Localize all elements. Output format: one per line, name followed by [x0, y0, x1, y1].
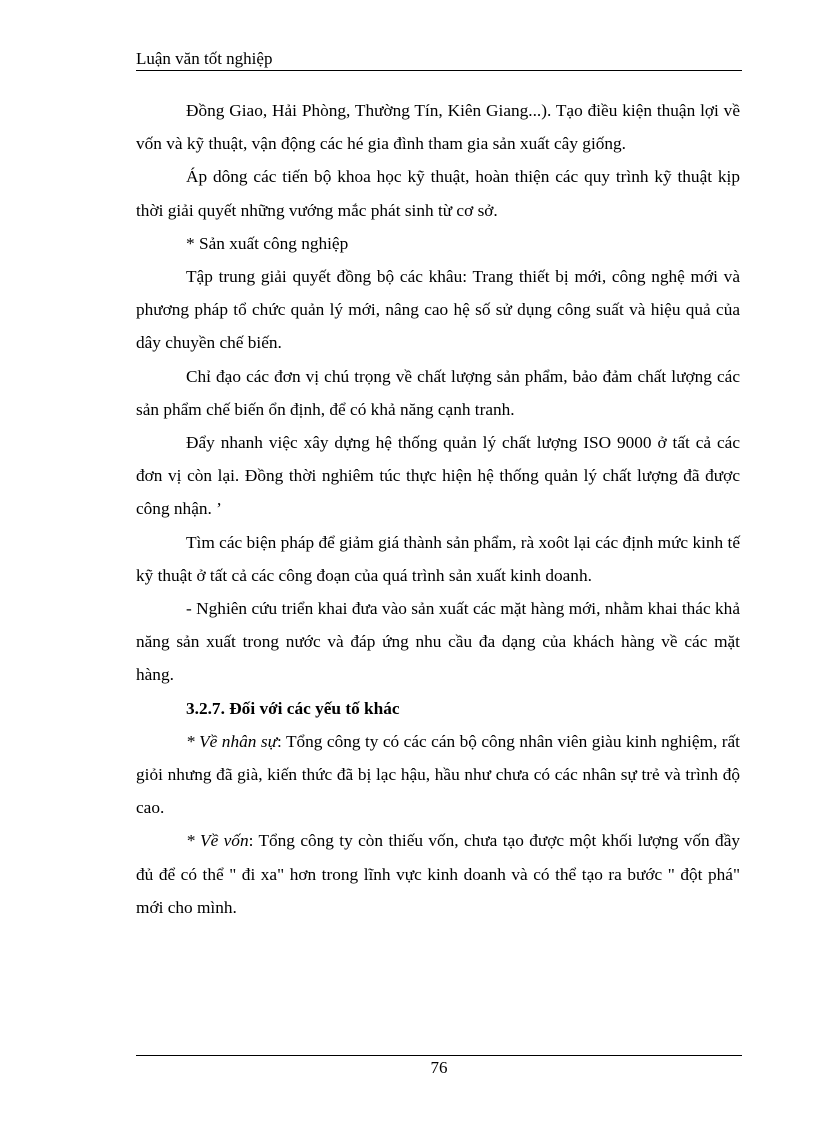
document-body: [136, 94, 740, 924]
paragraph-product-quality: Chỉ đạo các đơn vị chú trọng về chất lượng sản phẩm, bảo đảm chất lượng các sản phẩm chế biến ổn định, để có khả năng cạnh tranh.: [136, 366, 740, 419]
text-human-resources: : Tổng công ty có các cán bộ công nhân viên giàu kinh nghiệm, rất giỏi nhưng đã già, kiến thức đã bị lạc hậu, hầu như chưa có các nhân sự trẻ và trình độ cao.: [136, 731, 740, 818]
paragraph-reduce-cost: Tìm các biện pháp để giảm giá thành sản phẩm, rà xoôt lại các định mức kinh tế kỹ thuật ở tất cả các công đoạn của quá trình sản xuất kinh doanh.: [136, 532, 740, 585]
header-title: Luận văn tốt nghiệp: [136, 49, 273, 68]
paragraph-new-products: - Nghiên cứu triển khai đưa vào sản xuất các mặt hàng mới, nhằm khai thác khả năng sản xuất trong nước và đáp ứng nhu cầu đa dạng của khách hàng về các mặt hàng.: [136, 599, 740, 685]
label-capital: * Về vốn: [186, 831, 249, 851]
label-human-resources: * Về nhân sự: [186, 731, 277, 751]
paragraph-apply-technology: Áp dông các tiến bộ khoa học kỹ thuật, hoàn thiện các quy trình kỹ thuật kịp thời giải quyết những vướng mắc phát sinh từ cơ sở.: [136, 167, 740, 220]
paragraph-capital: [136, 824, 740, 924]
paragraph-seedling-support: Đồng Giao, Hải Phòng, Thường Tín, Kiên Giang...). Tạo điều kiện thuận lợi về vốn và kỹ thuật, vận động các hé gia đình tham gia sản xuất cây giống.: [136, 101, 740, 154]
section-heading: 3.2.7. Đối với các yếu tố khác: [186, 698, 400, 718]
subheading-industrial-production: * Sản xuất công nghiệp: [186, 233, 349, 253]
paragraph-human-resources: [136, 725, 740, 825]
footer-divider: [136, 1055, 742, 1056]
text-capital: : Tổng công ty còn thiếu vốn, chưa tạo được một khối lượng vốn đầy đủ để có thể " đi xa" hơn trong lĩnh vực kinh doanh và có thể tạo ra bước " đột phá" mới cho mình.: [136, 831, 741, 917]
paragraph-iso-9000: Đẩy nhanh việc xây dựng hệ thống quản lý chất lượng ISO 9000 ở tất cả các đơn vị còn lại. Đồng thời nghiêm túc thực hiện hệ thống quản lý chất lượng đã được công nhận. ’: [136, 433, 740, 519]
page-header: [136, 48, 742, 71]
paragraph-synchronize-stages: Tập trung giải quyết đồng bộ các khâu: Trang thiết bị mới, công nghệ mới và phương pháp tổ chức quản lý mới, nâng cao hệ số sử dụng công suất và hiệu quả của dây chuyền chế biến.: [136, 267, 740, 353]
page-number: 76: [430, 1058, 448, 1077]
